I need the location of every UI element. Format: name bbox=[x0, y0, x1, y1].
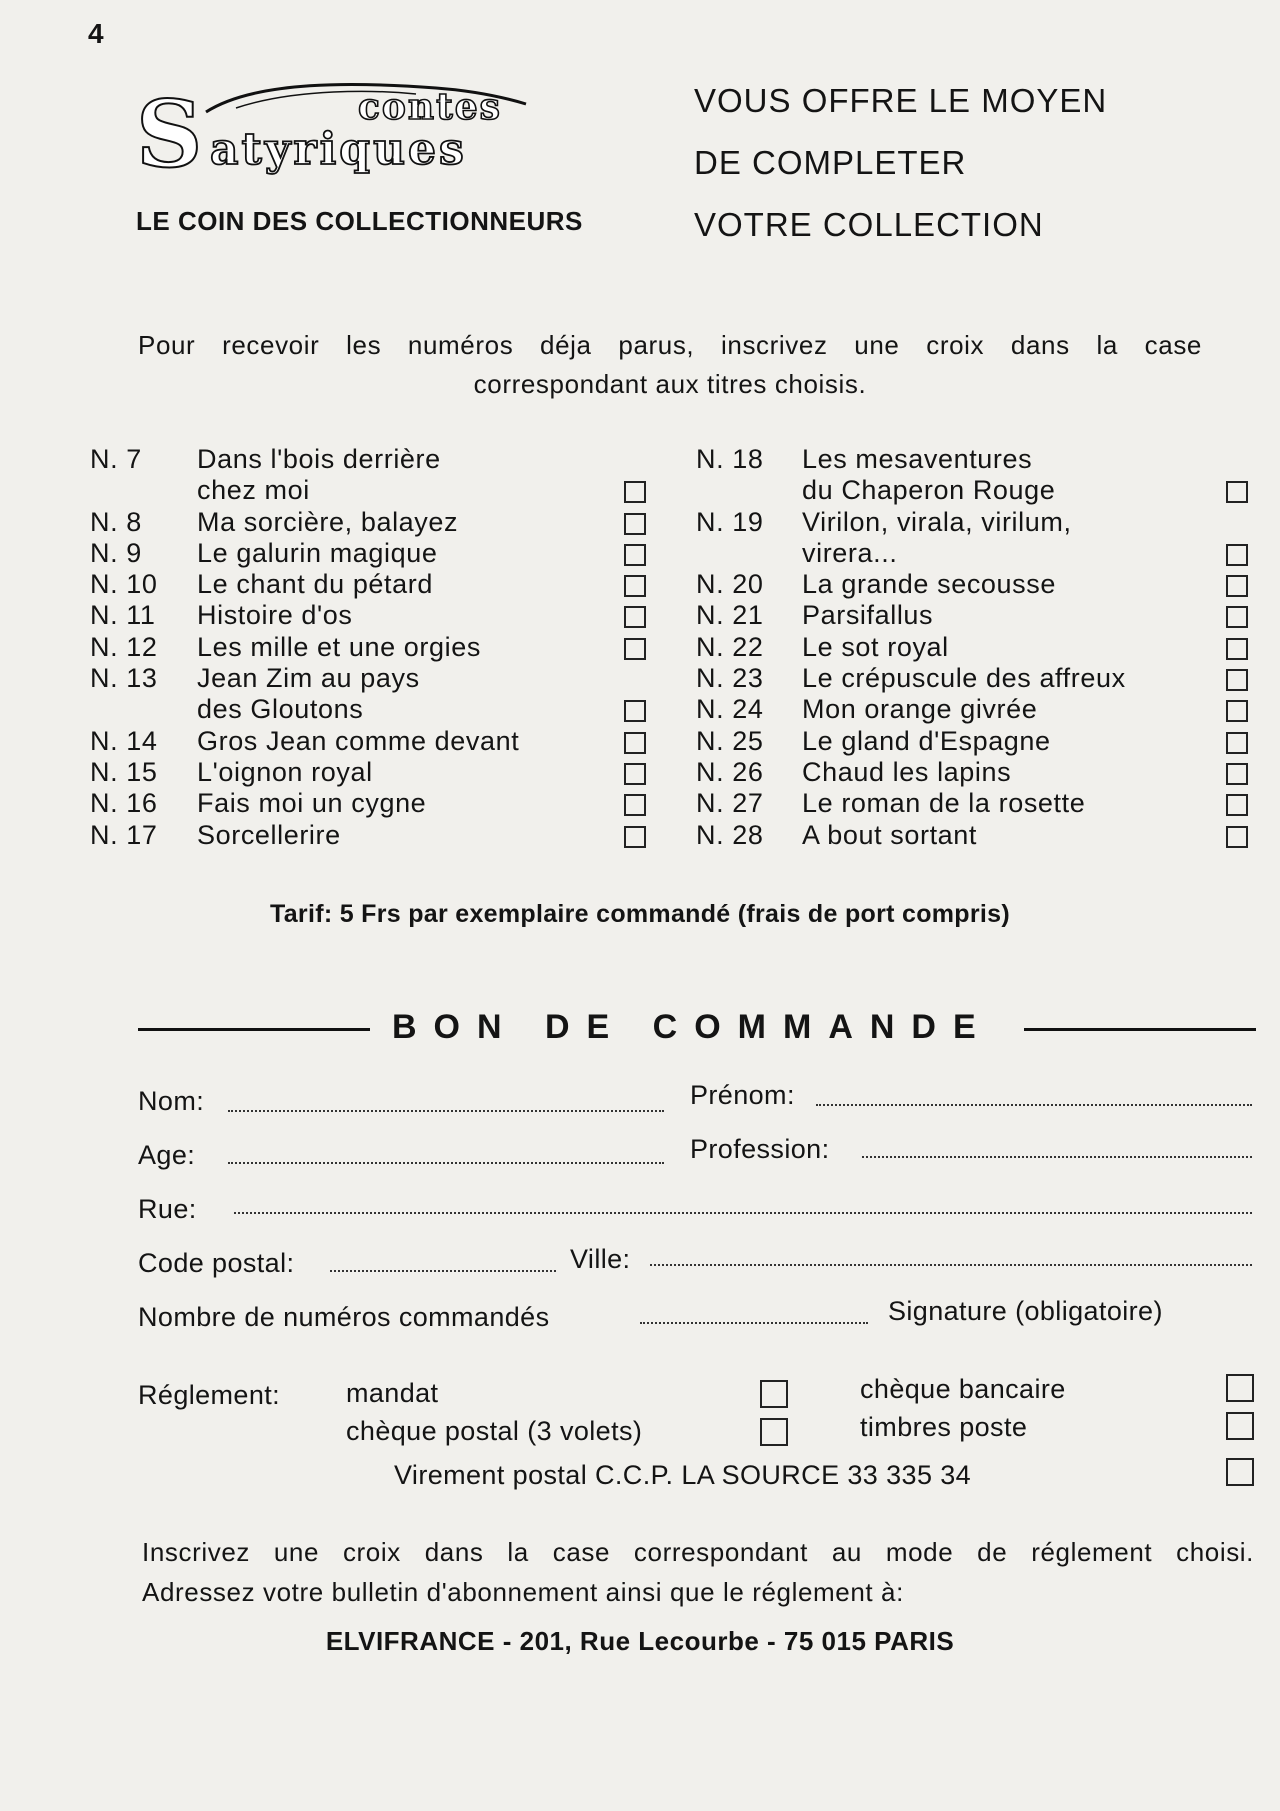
issue-list-right bbox=[696, 444, 1256, 851]
issue-checkbox[interactable] bbox=[624, 481, 646, 503]
order-form-title: BON DE COMMANDE bbox=[392, 1008, 993, 1046]
issue-row bbox=[696, 507, 1256, 538]
issue-checkbox[interactable] bbox=[1226, 544, 1248, 566]
heading-rule-right bbox=[1024, 1028, 1256, 1031]
offer-text bbox=[694, 70, 1107, 256]
issue-number: N. 21 bbox=[696, 600, 764, 631]
issue-title: du Chaperon Rouge bbox=[802, 475, 1056, 506]
issue-title: L'oignon royal bbox=[197, 756, 373, 787]
issue-row bbox=[90, 600, 650, 631]
issue-number: N. 11 bbox=[90, 600, 156, 631]
issue-number: N. 13 bbox=[90, 663, 158, 694]
logo-line2: atyriques bbox=[210, 124, 467, 175]
issue-title: Le gland d'Espagne bbox=[802, 725, 1051, 756]
cheque-postal-label: chèque postal (3 volets) bbox=[346, 1416, 643, 1446]
rue-field[interactable] bbox=[234, 1212, 1252, 1214]
issue-row bbox=[696, 820, 1256, 851]
contes-satyriques-logo bbox=[136, 78, 576, 186]
issue-title: Mon orange givrée bbox=[802, 694, 1038, 725]
issue-row bbox=[696, 632, 1256, 663]
cheque-bancaire-checkbox[interactable] bbox=[1226, 1374, 1254, 1402]
ville-label: Ville: bbox=[570, 1244, 631, 1274]
intro-line-1: Pour recevoir les numéros déja parus, inscrivez une croix dans la case bbox=[138, 330, 1202, 360]
issue-title: Sorcellerire bbox=[197, 819, 341, 850]
issue-row bbox=[90, 538, 650, 569]
issue-title: Gros Jean comme devant bbox=[197, 725, 520, 756]
issue-checkbox[interactable] bbox=[624, 700, 646, 722]
virement-label: Virement postal C.C.P. LA SOURCE 33 335 34 bbox=[394, 1460, 972, 1490]
issue-checkbox[interactable] bbox=[624, 575, 646, 597]
issue-row bbox=[90, 757, 650, 788]
issue-checkbox[interactable] bbox=[1226, 826, 1248, 848]
issue-row bbox=[696, 600, 1256, 631]
issue-row bbox=[696, 538, 1256, 569]
issue-row bbox=[696, 788, 1256, 819]
issue-checkbox[interactable] bbox=[624, 794, 646, 816]
order-form-heading bbox=[138, 1004, 1256, 1052]
rue-label: Rue: bbox=[138, 1194, 197, 1224]
issue-row bbox=[90, 788, 650, 819]
corner-title: LE COIN DES COLLECTIONNEURS bbox=[136, 206, 583, 236]
issue-number: N. 9 bbox=[90, 537, 142, 568]
issue-number: N. 14 bbox=[90, 725, 158, 756]
issue-row bbox=[90, 820, 650, 851]
profession-label: Profession: bbox=[690, 1134, 830, 1164]
issue-title: Virilon, virala, virilum, bbox=[802, 506, 1072, 537]
issue-title: Les mille et une orgies bbox=[197, 631, 481, 662]
issue-row bbox=[90, 663, 650, 694]
logo-line1: contes bbox=[358, 86, 502, 128]
issue-checkbox[interactable] bbox=[624, 638, 646, 660]
nombre-label: Nombre de numéros commandés bbox=[138, 1302, 550, 1332]
age-field[interactable] bbox=[228, 1162, 664, 1164]
issue-row bbox=[90, 726, 650, 757]
issue-number: N. 18 bbox=[696, 444, 764, 474]
issue-title: Parsifallus bbox=[802, 600, 934, 631]
issue-title: Dans l'bois derrière bbox=[197, 444, 441, 474]
publisher-address: ELVIFRANCE - 201, Rue Lecourbe - 75 015 PARIS bbox=[325, 1626, 955, 1656]
issue-row bbox=[696, 757, 1256, 788]
offer-line-1: VOUS OFFRE LE MOYEN bbox=[694, 82, 1108, 119]
code-postal-field[interactable] bbox=[330, 1270, 556, 1272]
issue-checkbox[interactable] bbox=[1226, 669, 1248, 691]
issue-title: Ma sorcière, balayez bbox=[197, 506, 459, 537]
issue-title: Les mesaventures bbox=[802, 444, 1033, 474]
issue-number: N. 16 bbox=[90, 788, 158, 819]
offer-line-3: VOTRE COLLECTION bbox=[694, 206, 1044, 243]
issue-number: N. 20 bbox=[696, 569, 764, 600]
issue-row bbox=[696, 663, 1256, 694]
issue-row bbox=[90, 507, 650, 538]
issue-title: Le galurin magique bbox=[197, 537, 438, 568]
timbres-label: timbres poste bbox=[860, 1412, 1028, 1442]
issue-checkbox[interactable] bbox=[624, 763, 646, 785]
issue-title: Chaud les lapins bbox=[802, 756, 1012, 787]
profession-field[interactable] bbox=[862, 1156, 1252, 1158]
offer-line-2: DE COMPLETER bbox=[694, 144, 967, 181]
logo-initial: S bbox=[136, 80, 203, 188]
issue-checkbox[interactable] bbox=[1226, 638, 1248, 660]
issue-number: N. 25 bbox=[696, 725, 764, 756]
issue-number: N. 23 bbox=[696, 663, 764, 694]
issue-title: A bout sortant bbox=[802, 819, 978, 850]
intro-line-2: correspondant aux titres choisis. bbox=[473, 369, 867, 399]
issue-title: Jean Zim au pays bbox=[197, 663, 420, 694]
age-label: Age: bbox=[138, 1140, 196, 1170]
issue-number: N. 12 bbox=[90, 631, 158, 662]
ville-field[interactable] bbox=[650, 1264, 1252, 1266]
issue-row bbox=[90, 444, 650, 475]
issue-number: N. 22 bbox=[696, 631, 764, 662]
intro-paragraph bbox=[120, 326, 1220, 404]
issue-row bbox=[90, 475, 650, 506]
issue-row bbox=[696, 726, 1256, 757]
nom-label: Nom: bbox=[138, 1086, 205, 1116]
issue-title: La grande secousse bbox=[802, 569, 1056, 600]
issue-number: N. 17 bbox=[90, 819, 158, 850]
issue-checkbox[interactable] bbox=[1226, 794, 1248, 816]
cheque-postal-checkbox[interactable] bbox=[760, 1418, 788, 1446]
issue-checkbox[interactable] bbox=[624, 544, 646, 566]
tarif-note: Tarif: 5 Frs par exemplaire commandé (frais de port compris) bbox=[270, 900, 1010, 928]
issue-checkbox[interactable] bbox=[1226, 763, 1248, 785]
mandat-label: mandat bbox=[346, 1378, 439, 1408]
footer-instructions bbox=[142, 1532, 1254, 1612]
prenom-field[interactable] bbox=[816, 1104, 1252, 1106]
issue-number: N. 26 bbox=[696, 756, 764, 787]
code-postal-label: Code postal: bbox=[138, 1248, 295, 1278]
nom-field[interactable] bbox=[228, 1110, 664, 1112]
issue-number: N. 15 bbox=[90, 756, 158, 787]
issue-number: N. 24 bbox=[696, 694, 764, 725]
issue-checkbox[interactable] bbox=[624, 513, 646, 535]
issue-title: Fais moi un cygne bbox=[197, 788, 427, 819]
heading-rule-left bbox=[138, 1028, 370, 1031]
issue-row bbox=[696, 444, 1256, 475]
issue-number: N. 19 bbox=[696, 506, 764, 537]
signature-label: Signature (obligatoire) bbox=[888, 1296, 1163, 1326]
virement-checkbox[interactable] bbox=[1226, 1458, 1254, 1486]
issue-checkbox[interactable] bbox=[1226, 732, 1248, 754]
issue-title: Le crépuscule des affreux bbox=[802, 663, 1126, 694]
issue-checkbox[interactable] bbox=[1226, 700, 1248, 722]
issue-checkbox[interactable] bbox=[624, 826, 646, 848]
timbres-checkbox[interactable] bbox=[1226, 1412, 1254, 1440]
issue-title: Le sot royal bbox=[802, 631, 949, 662]
payment-label: Réglement: bbox=[138, 1380, 281, 1410]
prenom-label: Prénom: bbox=[690, 1080, 795, 1110]
issue-number: N. 8 bbox=[90, 506, 142, 537]
issue-title: Histoire d'os bbox=[197, 600, 353, 631]
issue-title: virera... bbox=[802, 537, 898, 568]
issue-title: Le chant du pétard bbox=[197, 569, 433, 600]
issue-checkbox[interactable] bbox=[1226, 575, 1248, 597]
issue-number: N. 28 bbox=[696, 819, 764, 850]
issue-checkbox[interactable] bbox=[1226, 606, 1248, 628]
footer-line-1: Inscrivez une croix dans la case correspondant au mode de réglement choisi. bbox=[142, 1537, 1254, 1567]
issue-title: chez moi bbox=[197, 475, 310, 506]
issue-number: N. 10 bbox=[90, 569, 158, 600]
issue-row bbox=[90, 569, 650, 600]
issue-row bbox=[696, 475, 1256, 506]
issue-list-left bbox=[90, 444, 650, 851]
cheque-bancaire-label: chèque bancaire bbox=[860, 1374, 1066, 1404]
issue-row bbox=[696, 694, 1256, 725]
issue-row bbox=[90, 694, 650, 725]
issue-checkbox[interactable] bbox=[624, 606, 646, 628]
issue-checkbox[interactable] bbox=[624, 732, 646, 754]
issue-number: N. 7 bbox=[90, 444, 142, 474]
mandat-checkbox[interactable] bbox=[760, 1380, 788, 1408]
nombre-field[interactable] bbox=[640, 1322, 868, 1324]
issue-number: N. 27 bbox=[696, 788, 764, 819]
issue-row bbox=[696, 569, 1256, 600]
issue-row bbox=[90, 632, 650, 663]
issue-title: Le roman de la rosette bbox=[802, 788, 1086, 819]
issue-title: des Gloutons bbox=[197, 694, 364, 725]
footer-line-2: Adressez votre bulletin d'abonnement ainsi que le réglement à: bbox=[142, 1577, 904, 1607]
issue-checkbox[interactable] bbox=[1226, 481, 1248, 503]
page-number: 4 bbox=[88, 18, 104, 49]
